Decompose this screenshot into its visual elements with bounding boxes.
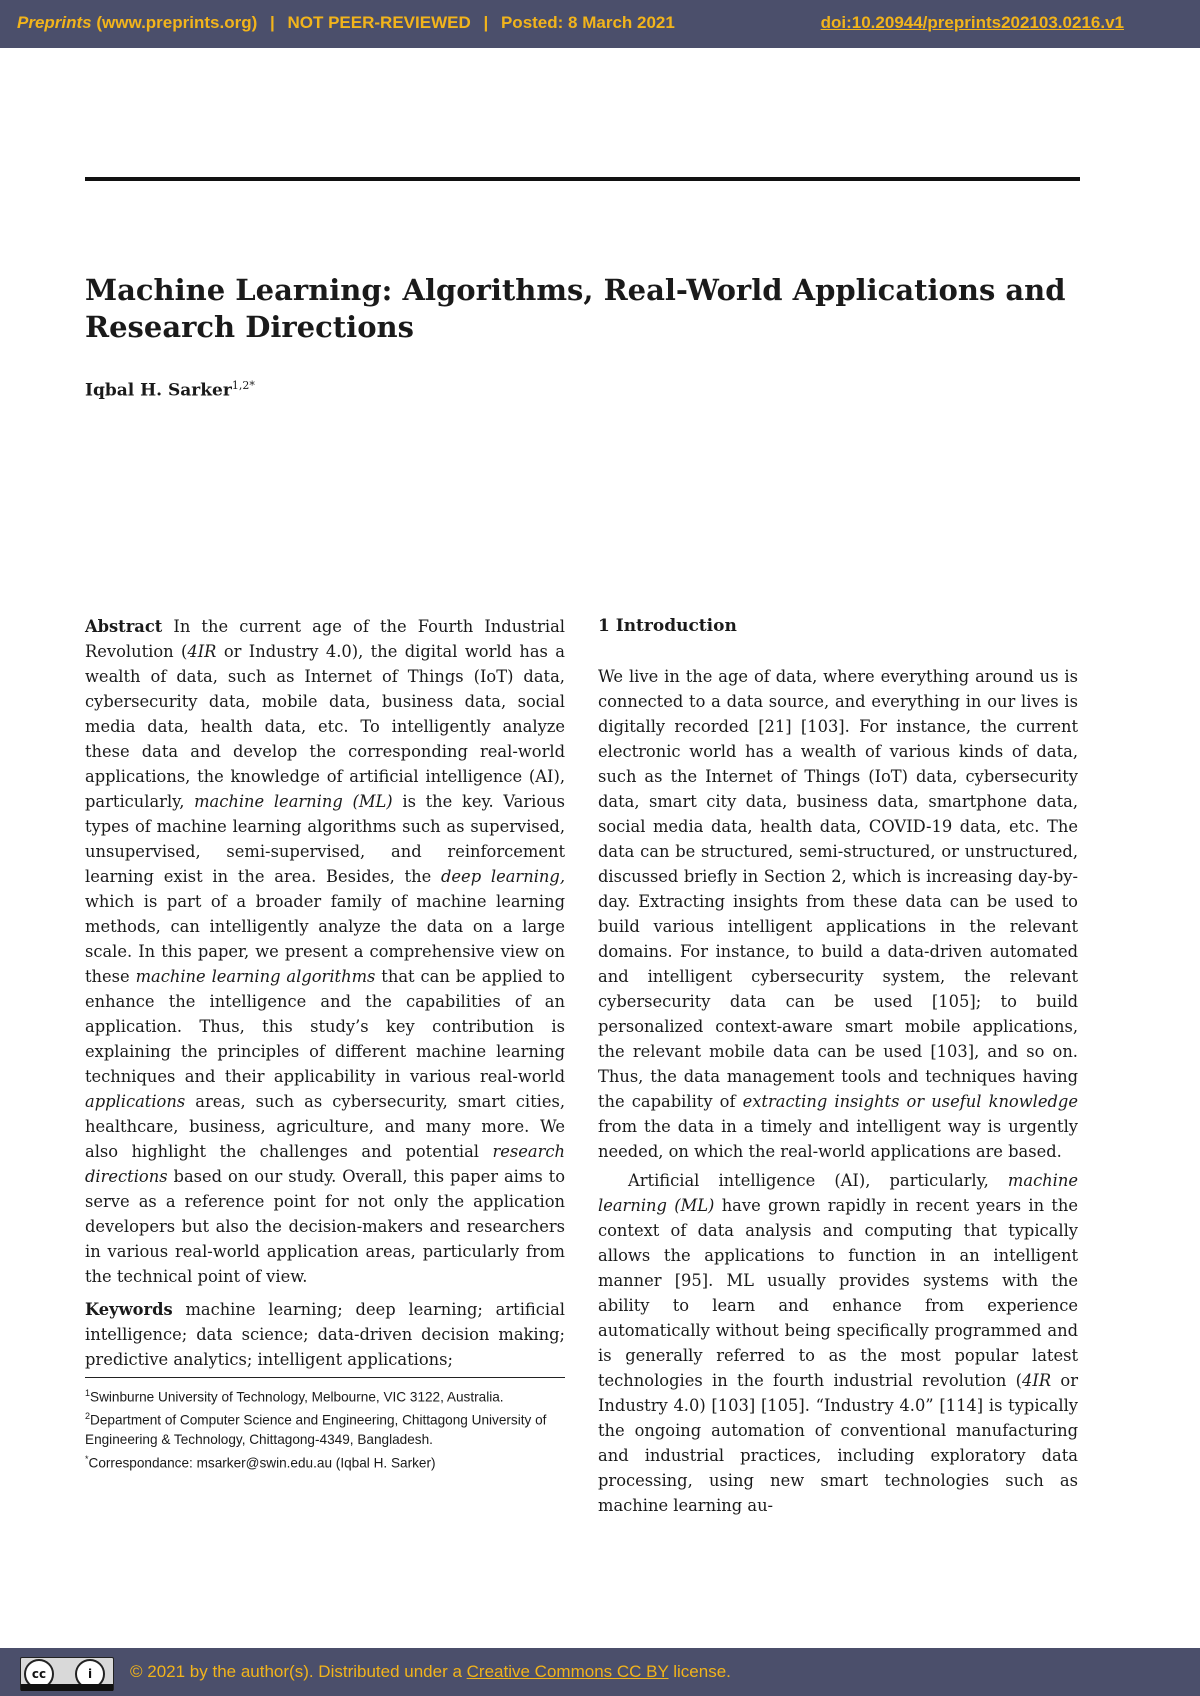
footnote-rule: [85, 1377, 565, 1378]
license-text: [130, 1662, 731, 1682]
intro-emphasis: machine learning (ML): [598, 1171, 1078, 1215]
intro-paragraph-2: [598, 1168, 1078, 1518]
abstract-text: areas, such as cybersecurity, smart cities, healthcare, business, agriculture, and many more. We also highlight the challenges and potential: [85, 1092, 565, 1161]
footnote-mark: *: [85, 1453, 89, 1464]
abstract-text: which is part of a broader family of machine learning methods, can intelligently analyze the data on a large scale. In this paper, we present a comprehensive view on these: [85, 892, 565, 986]
creative-commons-link[interactable]: Creative Commons CC BY: [466, 1662, 669, 1681]
cc-icon: cc: [24, 1659, 54, 1689]
preprint-header-info: [17, 13, 675, 33]
footnote-text: Swinburne University of Technology, Melbourne, VIC 3122, Australia.: [90, 1389, 504, 1405]
review-status: NOT PEER-REVIEWED: [287, 13, 471, 32]
footnote-mark: 1: [85, 1388, 91, 1398]
intro-text: Artificial intelligence (AI), particularly,: [628, 1171, 1008, 1190]
abstract-emphasis: research directions: [85, 1142, 565, 1186]
footnote-text: Department of Computer Science and Engineering, Chittagong University of Engineering & Technology, Chittagong-4349, Bangladesh.: [85, 1412, 547, 1448]
title-rule: [85, 177, 1080, 181]
footnote-text: Correspondance: msarker@swin.edu.au (Iqbal H. Sarker): [88, 1455, 436, 1471]
abstract-emphasis: 4IR: [187, 642, 217, 661]
abstract-text: that can be applied to enhance the intelligence and the capabilities of an application. Thus, this study’s key contribution is explaining the principles of different machine learning techniques and their applicability in various real-world: [85, 967, 565, 1086]
license-tail: license.: [668, 1662, 731, 1681]
footnotes: [85, 1384, 565, 1473]
author-line: [85, 379, 255, 401]
footnote-mark: 2: [85, 1411, 91, 1422]
preprints-site-link[interactable]: (www.preprints.org): [96, 13, 258, 32]
separator: |: [483, 13, 489, 32]
abstract-label: Abstract: [85, 617, 163, 636]
right-column: [598, 614, 1078, 1518]
paper-title: Machine Learning: Algorithms, Real-World Applications and Research Directions: [85, 273, 1066, 344]
preprints-brand[interactable]: Preprints: [17, 13, 92, 32]
abstract-emphasis: applications: [85, 1092, 186, 1111]
abstract-emphasis: machine learning (ML): [194, 792, 393, 811]
doi-link[interactable]: doi:10.20944/preprints202103.0216.v1: [820, 13, 1124, 32]
intro-emphasis: extracting insights or useful knowledge: [742, 1092, 1078, 1111]
posted-date: Posted: 8 March 2021: [500, 13, 675, 32]
intro-text: We live in the age of data, where everything around us is connected to a data source, and everything in our lives is digitally recorded [21] [103]. For instance, the current electronic world has a wealth of various kinds of data, such as the Internet of Things (IoT) data, cybersecurity data, smart city data, business data, smartphone data, social media data, health data, COVID-19 data, etc. The data can be structured, semi-structured, or unstructured, discussed briefly in Section 2, which is increasing day-by-day. Extracting insights from these data can be used to build various intelligent applications in the relevant domains. For instance, to build a data-driven automated and intelligent cybersecurity system, the relevant cybersecurity data can be used [105]; to build personalized context-aware smart mobile applications, the relevant mobile data can be used [103], and so on. Thus, the data management tools and techniques having the capability of: [598, 667, 1078, 1111]
author-affiliation-marks: 1,2*: [231, 379, 255, 392]
intro-paragraph-1: [598, 664, 1078, 1164]
attribution-icon: i: [75, 1659, 105, 1689]
footnote-1: [85, 1384, 565, 1407]
intro-emphasis: 4IR: [1022, 1371, 1052, 1390]
abstract-emphasis: deep learning,: [441, 867, 565, 886]
keywords-text: machine learning; deep learning; artificial intelligence; data science; data-driven decision making; predictive analytics; intelligent applications;: [85, 1300, 565, 1369]
intro-text: have grown rapidly in recent years in the context of data analysis and computing that typically allows the applications to function in an intelligent manner [95]. ML usually provides systems with the ability to learn and enhance from experience automatically without being specifically programmed and is generally referred to as the most popular latest technologies in the fourth industrial revolution (: [598, 1196, 1078, 1390]
preprint-header-bar: [0, 0, 1200, 48]
footnote-2: [85, 1407, 565, 1450]
keywords-label: Keywords: [85, 1300, 173, 1319]
abstract-emphasis: machine learning algorithms: [135, 967, 376, 986]
footnote-correspondence: [85, 1450, 565, 1473]
abstract-text: or Industry 4.0), the digital world has a wealth of data, such as Internet of Things (IoT) data, cybersecurity data, mobile data, business data, social media data, health data, etc. To intelligently analyze these data and develop the corresponding real-world applications, the knowledge of artificial intelligence (AI), particularly,: [85, 642, 565, 811]
keywords: [85, 1297, 565, 1372]
intro-text: or Industry 4.0) [103] [105]. “Industry 4.0” [114] is typically the ongoing automation of conventional manufacturing and industrial practices, including exploratory data processing, using new smart technologies such as machine learning au-: [598, 1371, 1079, 1515]
left-column: [85, 614, 565, 1473]
abstract-text: In the current age of the Fourth Industrial Revolution (: [85, 617, 565, 661]
separator: |: [269, 13, 275, 32]
cc-by-strip: [21, 1684, 113, 1691]
cc-by-badge-icon[interactable]: [20, 1657, 114, 1691]
section-heading-introduction: 1 Introduction: [598, 616, 737, 636]
copyright-text: © 2021 by the author(s). Distributed under a: [130, 1662, 467, 1681]
abstract-text: is the key. Various types of machine learning algorithms such as supervised, unsupervised, semi-supervised, and reinforcement learning exist in the area. Besides, the: [85, 792, 565, 886]
abstract-text: based on our study. Overall, this paper aims to serve as a reference point for not only the application developers but also the decision-makers and researchers in various real-world application areas, particularly from the technical point of view.: [85, 1167, 565, 1286]
abstract: [85, 614, 565, 1289]
intro-text: from the data in a timely and intelligent way is urgently needed, on which the real-world applications are based.: [598, 1117, 1078, 1161]
author-name: Iqbal H. Sarker: [85, 380, 232, 401]
license-footer-bar: [0, 1648, 1200, 1696]
